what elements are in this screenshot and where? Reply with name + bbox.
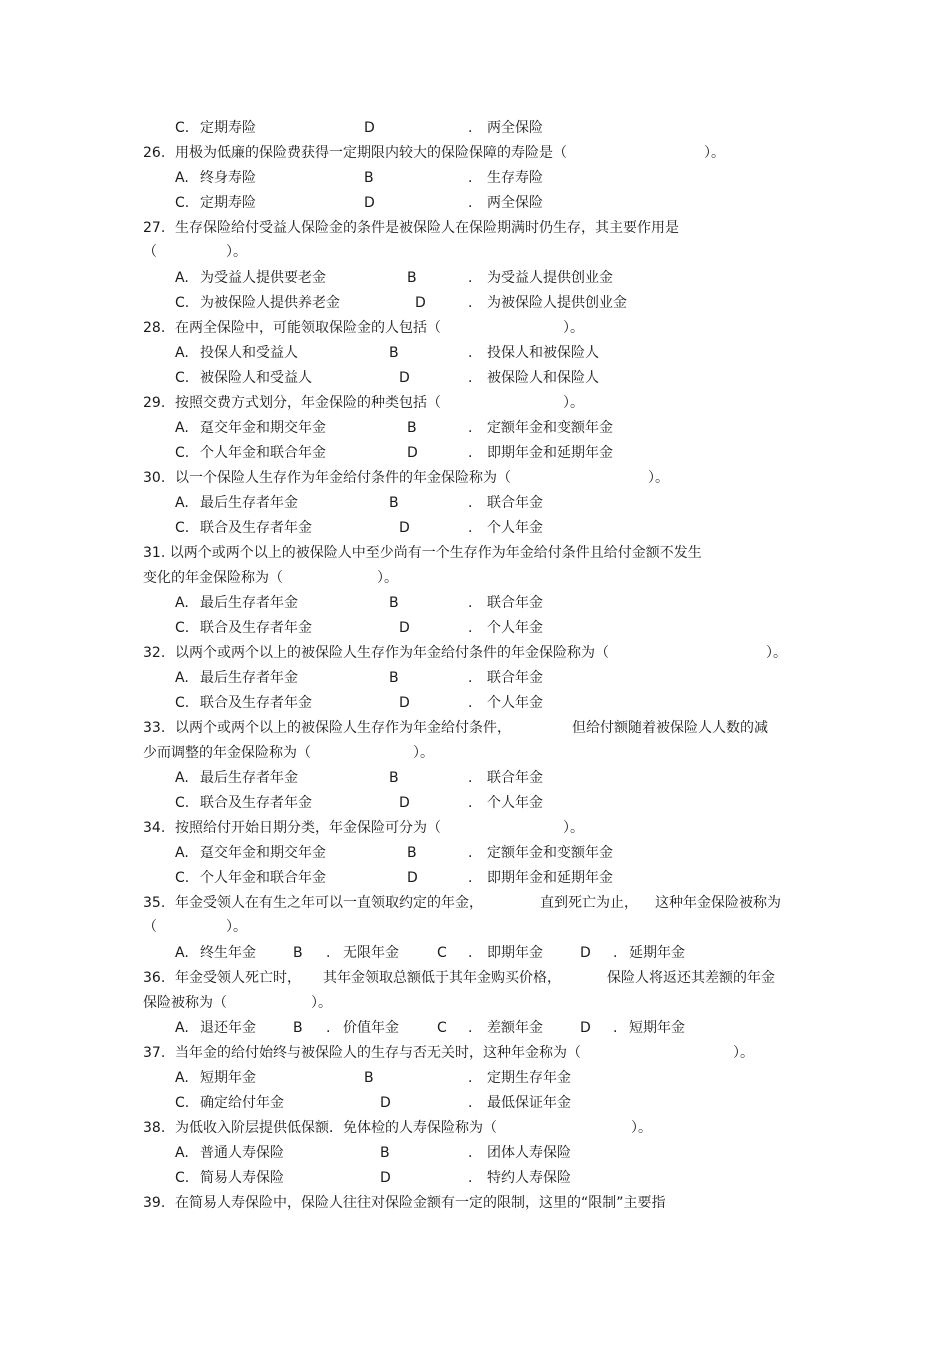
text-run: A. bbox=[175, 1145, 189, 1161]
text-run: 联合年金 bbox=[487, 495, 543, 511]
text-run: D bbox=[415, 295, 426, 311]
text-run: ）。 bbox=[631, 1120, 652, 1136]
text-run: C. bbox=[175, 1170, 190, 1186]
text-run: 变化的年金保险称为（ bbox=[143, 570, 283, 586]
text-run: A. bbox=[175, 845, 189, 861]
text-run: 这种年金保险被称为 bbox=[655, 895, 781, 911]
text-run: 最后生存者年金 bbox=[200, 770, 298, 786]
text-run: A. bbox=[175, 595, 189, 611]
text-run: D bbox=[580, 1020, 591, 1036]
text-run: 趸交年金和期交年金 bbox=[200, 420, 326, 436]
text-run: B bbox=[407, 270, 417, 286]
text-run: 生存寿险 bbox=[487, 170, 543, 186]
text-run: . bbox=[468, 270, 473, 286]
text-run: 定额年金和变额年金 bbox=[487, 845, 613, 861]
text-run: D bbox=[407, 870, 418, 886]
text-run: . bbox=[468, 1070, 473, 1086]
text-run: 终身寿险 bbox=[200, 170, 256, 186]
text-run: 37. bbox=[143, 1045, 166, 1061]
text-run: （ bbox=[143, 919, 157, 935]
text-run: A. bbox=[175, 270, 189, 286]
text-run: 投保人和受益人 bbox=[200, 345, 298, 361]
text-run: 年金受领人在有生之年可以一直领取约定的年金， bbox=[175, 895, 483, 911]
text-run: C. bbox=[175, 870, 190, 886]
text-run: . bbox=[468, 295, 473, 311]
text-run: A. bbox=[175, 670, 189, 686]
text-run: . bbox=[326, 945, 331, 961]
text-run: . bbox=[468, 595, 473, 611]
text-run: . bbox=[613, 1020, 618, 1036]
text-run: A. bbox=[175, 170, 189, 186]
text-run: . bbox=[468, 695, 473, 711]
text-run: 即期年金和延期年金 bbox=[487, 445, 613, 461]
text-run: 36. bbox=[143, 970, 166, 986]
text-run: 联合及生存者年金 bbox=[200, 795, 312, 811]
text-run: . bbox=[468, 670, 473, 686]
text-run: 个人年金和联合年金 bbox=[200, 870, 326, 886]
text-run: B bbox=[364, 1070, 374, 1086]
text-run: 确定给付年金 bbox=[200, 1095, 284, 1111]
text-run: B bbox=[407, 420, 417, 436]
text-run: ）。 bbox=[311, 995, 332, 1011]
text-run: C. bbox=[175, 520, 190, 536]
text-run: B bbox=[293, 1020, 303, 1036]
text-run: 联合年金 bbox=[487, 770, 543, 786]
text-run: 29. bbox=[143, 395, 166, 411]
text-run: B bbox=[389, 595, 399, 611]
text-run: D bbox=[580, 945, 591, 961]
text-run: ）。 bbox=[563, 395, 584, 411]
text-run: 被保险人和保险人 bbox=[487, 370, 599, 386]
text-run: D bbox=[399, 695, 410, 711]
text-run: ）。 bbox=[704, 145, 725, 161]
text-run: 其年金领取总额低于其年金购买价格， bbox=[323, 970, 561, 986]
text-run: D bbox=[399, 795, 410, 811]
text-run: C. bbox=[175, 295, 190, 311]
text-run: 39. bbox=[143, 1195, 166, 1211]
text-run: 以一个保险人生存作为年金给付条件的年金保险称为（ bbox=[175, 470, 511, 486]
text-run: . bbox=[468, 495, 473, 511]
text-run: 按照给付开始日期分类，年金保险可分为（ bbox=[175, 820, 441, 836]
text-run: 即期年金和延期年金 bbox=[487, 870, 613, 886]
text-run: 当年金的给付始终与被保险人的生存与否无关时，这种年金称为（ bbox=[175, 1045, 581, 1061]
text-run: 投保人和被保险人 bbox=[487, 345, 599, 361]
text-run: 差额年金 bbox=[487, 1020, 543, 1036]
text-run: 即期年金 bbox=[487, 945, 543, 961]
text-run: D bbox=[364, 195, 375, 211]
text-run: 两全保险 bbox=[487, 120, 543, 136]
text-run: 联合及生存者年金 bbox=[200, 520, 312, 536]
text-run: B bbox=[380, 1145, 390, 1161]
text-run: 团体人寿保险 bbox=[487, 1145, 571, 1161]
text-run: ）。 bbox=[563, 320, 584, 336]
text-run: B bbox=[407, 845, 417, 861]
text-run: C. bbox=[175, 195, 190, 211]
text-run: ）。 bbox=[226, 244, 247, 260]
text-run: C. bbox=[175, 795, 190, 811]
text-run: 最后生存者年金 bbox=[200, 495, 298, 511]
text-run: 28. bbox=[143, 320, 166, 336]
text-run: 个人年金和联合年金 bbox=[200, 445, 326, 461]
text-run: 保险人将返还其差额的年金 bbox=[607, 970, 775, 986]
text-run: B bbox=[389, 495, 399, 511]
text-run: 最低保证年金 bbox=[487, 1095, 571, 1111]
text-run: 34. bbox=[143, 820, 166, 836]
text-run: 38. bbox=[143, 1120, 166, 1136]
text-run: . bbox=[468, 1170, 473, 1186]
text-run: . bbox=[468, 1020, 473, 1036]
text-run: . bbox=[468, 445, 473, 461]
text-run: C bbox=[437, 1020, 447, 1036]
text-run: 短期年金 bbox=[200, 1070, 256, 1086]
text-run: ）。 bbox=[733, 1045, 754, 1061]
text-run: . bbox=[468, 870, 473, 886]
text-run: D bbox=[380, 1095, 391, 1111]
text-run: 价值年金 bbox=[343, 1020, 399, 1036]
text-run: 直到死亡为止， bbox=[540, 895, 638, 911]
text-run: A. bbox=[175, 345, 189, 361]
text-run: C. bbox=[175, 120, 190, 136]
text-run: A. bbox=[175, 945, 189, 961]
text-run: 特约人寿保险 bbox=[487, 1170, 571, 1186]
text-run: 32. bbox=[143, 645, 166, 661]
text-run: C bbox=[437, 945, 447, 961]
text-run: ）。 bbox=[377, 570, 398, 586]
text-run: 延期年金 bbox=[629, 945, 685, 961]
text-run: D bbox=[364, 120, 375, 136]
text-run: 短期年金 bbox=[629, 1020, 685, 1036]
text-run: 退还年金 bbox=[200, 1020, 256, 1036]
text-run: 生存保险给付受益人保险金的条件是被保险人在保险期满时仍生存，其主要作用是 bbox=[175, 220, 679, 236]
text-run: 少而调整的年金保险称为（ bbox=[143, 745, 311, 761]
text-run: . bbox=[468, 845, 473, 861]
text-run: 联合年金 bbox=[487, 670, 543, 686]
text-run: . bbox=[468, 1095, 473, 1111]
text-run: D bbox=[399, 370, 410, 386]
text-run: 趸交年金和期交年金 bbox=[200, 845, 326, 861]
text-run: . bbox=[468, 120, 473, 136]
text-run: 定期生存年金 bbox=[487, 1070, 571, 1086]
text-run: 普通人寿保险 bbox=[200, 1145, 284, 1161]
text-run: 30. bbox=[143, 470, 166, 486]
text-run: 保险被称为（ bbox=[143, 995, 227, 1011]
text-run: 两全保险 bbox=[487, 195, 543, 211]
text-run: B bbox=[389, 670, 399, 686]
text-run: C. bbox=[175, 445, 190, 461]
text-run: 个人年金 bbox=[487, 520, 543, 536]
text-run: 用极为低廉的保险费获得一定期限内较大的保险保障的寿险是（ bbox=[175, 145, 567, 161]
text-run: 但给付额随着被保险人人数的减 bbox=[572, 720, 768, 736]
text-run: . bbox=[468, 795, 473, 811]
text-run: 联合年金 bbox=[487, 595, 543, 611]
text-run: . bbox=[468, 945, 473, 961]
text-run: 被保险人和受益人 bbox=[200, 370, 312, 386]
text-run: A. bbox=[175, 1070, 189, 1086]
text-run: . bbox=[468, 620, 473, 636]
text-run: 35. bbox=[143, 895, 166, 911]
text-run: 为被保险人提供创业金 bbox=[487, 295, 627, 311]
text-run: D bbox=[399, 520, 410, 536]
text-run: 按照交费方式划分，年金保险的种类包括（ bbox=[175, 395, 441, 411]
text-run: B bbox=[364, 170, 374, 186]
text-run: 定期寿险 bbox=[200, 195, 256, 211]
text-run: A. bbox=[175, 770, 189, 786]
text-run: 联合及生存者年金 bbox=[200, 620, 312, 636]
text-run: A. bbox=[175, 495, 189, 511]
text-run: 个人年金 bbox=[487, 695, 543, 711]
text-run: 33. bbox=[143, 720, 166, 736]
text-run: 为被保险人提供养老金 bbox=[200, 295, 340, 311]
text-run: 终生年金 bbox=[200, 945, 256, 961]
text-run: D bbox=[407, 445, 418, 461]
text-run: B bbox=[293, 945, 303, 961]
text-run: ）。 bbox=[766, 645, 787, 661]
text-run: . bbox=[468, 520, 473, 536]
text-run: （ bbox=[143, 244, 157, 260]
text-run: 为低收入阶层提供低保额．免体检的人寿保险称为（ bbox=[175, 1120, 497, 1136]
text-run: C. bbox=[175, 370, 190, 386]
text-run: C. bbox=[175, 620, 190, 636]
text-run: 无限年金 bbox=[343, 945, 399, 961]
text-run: 最后生存者年金 bbox=[200, 595, 298, 611]
text-run: . bbox=[468, 345, 473, 361]
text-run: . bbox=[468, 420, 473, 436]
text-run: A. bbox=[175, 1020, 189, 1036]
text-run: C. bbox=[175, 695, 190, 711]
text-run: 定期寿险 bbox=[200, 120, 256, 136]
text-run: A. bbox=[175, 420, 189, 436]
text-run: . bbox=[326, 1020, 331, 1036]
text-run: 定额年金和变额年金 bbox=[487, 420, 613, 436]
text-run: 简易人寿保险 bbox=[200, 1170, 284, 1186]
text-run: ）。 bbox=[563, 820, 584, 836]
text-run: 个人年金 bbox=[487, 620, 543, 636]
text-run: D bbox=[399, 620, 410, 636]
text-run: 联合及生存者年金 bbox=[200, 695, 312, 711]
text-run: 在简易人寿保险中，保险人往往对保险金额有一定的限制，这里的“限制”主要指 bbox=[175, 1195, 666, 1211]
text-run: 27. bbox=[143, 220, 166, 236]
text-run: . bbox=[468, 195, 473, 211]
text-run: 最后生存者年金 bbox=[200, 670, 298, 686]
text-run: . bbox=[468, 370, 473, 386]
text-run: 年金受领人死亡时， bbox=[175, 970, 301, 986]
text-run: ）。 bbox=[226, 919, 247, 935]
text-run: . bbox=[468, 1145, 473, 1161]
text-run: 31. 以两个或两个以上的被保险人中至少尚有一个生存作为年金给付条件且给付金额不发生 bbox=[143, 545, 702, 561]
text-run: . bbox=[468, 170, 473, 186]
text-run: 以两个或两个以上的被保险人生存作为年金给付条件的年金保险称为（ bbox=[175, 645, 609, 661]
text-run: 为受益人提供要老金 bbox=[200, 270, 326, 286]
text-run: ）。 bbox=[648, 470, 669, 486]
text-run: C. bbox=[175, 1095, 190, 1111]
text-run: 在两全保险中，可能领取保险金的人包括（ bbox=[175, 320, 441, 336]
text-run: B bbox=[389, 345, 399, 361]
text-run: . bbox=[613, 945, 618, 961]
text-run: 为受益人提供创业金 bbox=[487, 270, 613, 286]
text-run: B bbox=[389, 770, 399, 786]
text-run: . bbox=[468, 770, 473, 786]
text-run: D bbox=[380, 1170, 391, 1186]
text-run: 以两个或两个以上的被保险人生存作为年金给付条件， bbox=[175, 720, 511, 736]
text-run: 个人年金 bbox=[487, 795, 543, 811]
text-run: 26. bbox=[143, 145, 166, 161]
text-run: ）。 bbox=[413, 745, 434, 761]
